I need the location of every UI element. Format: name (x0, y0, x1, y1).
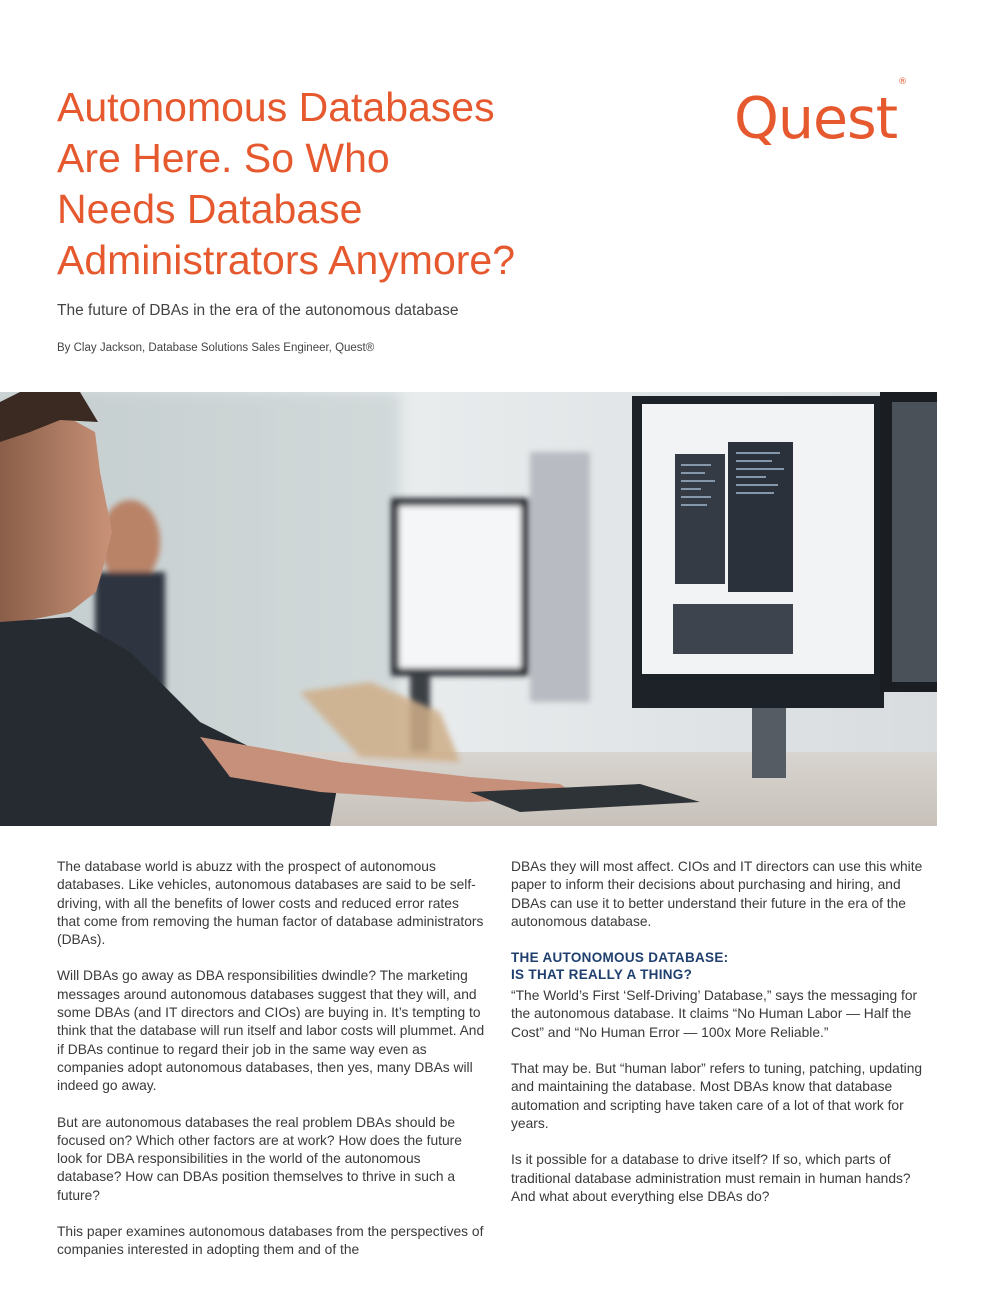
section-heading (511, 949, 929, 983)
quest-logo (734, 77, 907, 152)
section-heading-line: IS THAT REALLY A THING? (511, 967, 693, 983)
title-line: Needs Database (57, 186, 363, 232)
paragraph: “The World’s First ‘Self-Driving’ Database,” says the messaging for the autonomous database. It claims “No Human Labor — Half the Cost” and “No Human Error — 100x More Reliable.” (511, 988, 918, 1040)
logo-text: Quest (734, 86, 898, 152)
paragraph: The database world is abuzz with the prospect of autonomous databases. Like vehicles, autonomous databases are said to be self-driving, with all the benefits of lower costs and reduced error rates that come from removing the human factor of database administrators (DBAs). (57, 859, 484, 948)
paragraph: That may be. But “human labor” refers to tuning, patching, updating and maintaining the database. Most DBAs know that database automation and scripting have taken care of a lot of that work for years. (511, 1061, 923, 1131)
hero-photo-illustration (0, 392, 937, 826)
document-title (57, 82, 697, 286)
section-heading-line: THE AUTONOMOUS DATABASE: (511, 950, 729, 966)
paragraph: But are autonomous databases the real problem DBAs should be focused on? Which other factors are at work? How does the future look for DBA responsibilities in the world of the autonomous database? How can DBAs position themselves to thrive in such a future? (57, 1114, 462, 1203)
title-line: Are Here. So Who (57, 135, 390, 181)
author-byline: By Clay Jackson, Database Solutions Sales Engineer, Quest® (57, 342, 375, 354)
paragraph: DBAs they will most affect. CIOs and IT directors can use this white paper to inform their decisions about purchasing and hiring, and DBAs can use it to better understand their future in the era of the autonomous database. (511, 859, 923, 929)
paragraph: This paper examines autonomous databases from the perspectives of companies interested in adopting them and of the (57, 1224, 484, 1258)
registered-mark: ® (898, 77, 907, 87)
body-column-left (57, 858, 485, 1278)
paragraph: Is it possible for a database to drive itself? If so, which parts of traditional database administration must remain in human hands? And what about everything else DBAs do? (511, 1152, 911, 1204)
document-subtitle: The future of DBAs in the era of the autonomous database (57, 302, 459, 319)
hero-photo (0, 392, 937, 826)
paragraph: Will DBAs go away as DBA responsibilities dwindle? The marketing messages around autonomous databases suggest that they will, and some DBAs (and IT directors and CIOs) are buying in. It’s tempting to think that the database will run itself and labor costs will plummet. And if DBAs continue to regard their job in the same way even as companies adopt autonomous databases, then yes, many DBAs will indeed go away. (57, 968, 485, 1094)
title-line: Autonomous Databases (57, 84, 495, 130)
body-column-right (511, 858, 929, 1224)
title-line: Administrators Anymore? (57, 237, 516, 283)
